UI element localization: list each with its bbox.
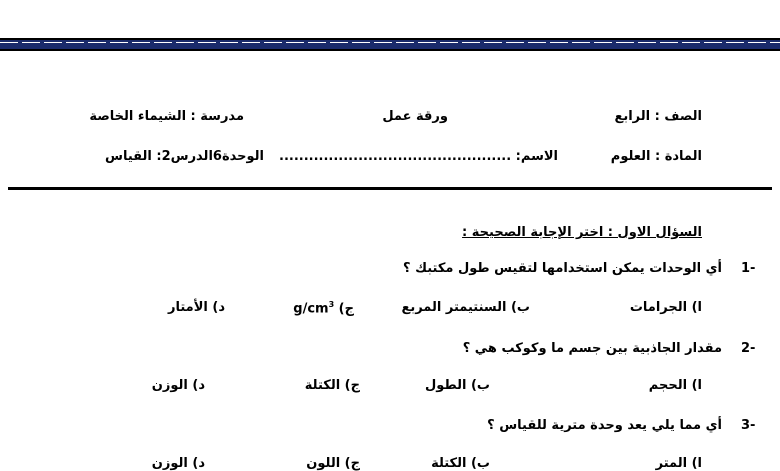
answer-option[interactable]: ا) الحجم (648, 378, 702, 393)
answer-option[interactable]: ج) اللون (306, 456, 360, 471)
question-text: أي مما يلي يعد وحدة مترية للقياس ؟ (487, 418, 722, 433)
question-text: أي الوحدات يمكن استخدامها لتقيس طول مكتبك ؟ (403, 261, 722, 276)
top-border (0, 38, 780, 51)
answer-option[interactable]: ب) الكتلة (431, 456, 490, 471)
option-value: ج) g/cm (293, 301, 354, 317)
answer-option[interactable]: د) الوزن (151, 378, 205, 393)
answer-option[interactable]: ب) السنتيمتر المربع (401, 300, 530, 315)
question-text: مقدار الجاذبية بين جسم ما وكوكب هي ؟ (462, 341, 722, 356)
top-border-pattern (0, 42, 780, 43)
answer-option[interactable] (293, 300, 354, 316)
answer-option[interactable]: د) الوزن (151, 456, 205, 471)
student-name-field[interactable]: الاسم: ............................................... (279, 149, 558, 164)
subject-label: المادة : العلوم (610, 149, 702, 164)
answer-option[interactable]: ا) الجرامات (629, 300, 702, 315)
answer-option[interactable]: ب) الطول (425, 378, 490, 393)
unit-lesson-label: الوحدة6الدرس2: القياس (105, 149, 264, 164)
worksheet-title: ورقة عمل (382, 109, 448, 124)
answer-option[interactable]: ج) الكتلة (304, 378, 360, 393)
question-number: 1- (741, 261, 756, 276)
school-name: مدرسة : الشيماء الخاصة (89, 109, 244, 124)
question-number: 2- (741, 341, 756, 356)
question-number: 3- (741, 418, 756, 433)
answer-option[interactable]: ا) المتر (655, 456, 702, 471)
grade-label: الصف : الرابع (614, 109, 702, 124)
section-title: السؤال الاول : اختر الإجابة الصحيحة : (462, 225, 702, 240)
answer-option[interactable]: د) الأمتار (168, 300, 225, 315)
option-superscript: 3 (328, 300, 335, 309)
header-divider (8, 187, 772, 190)
